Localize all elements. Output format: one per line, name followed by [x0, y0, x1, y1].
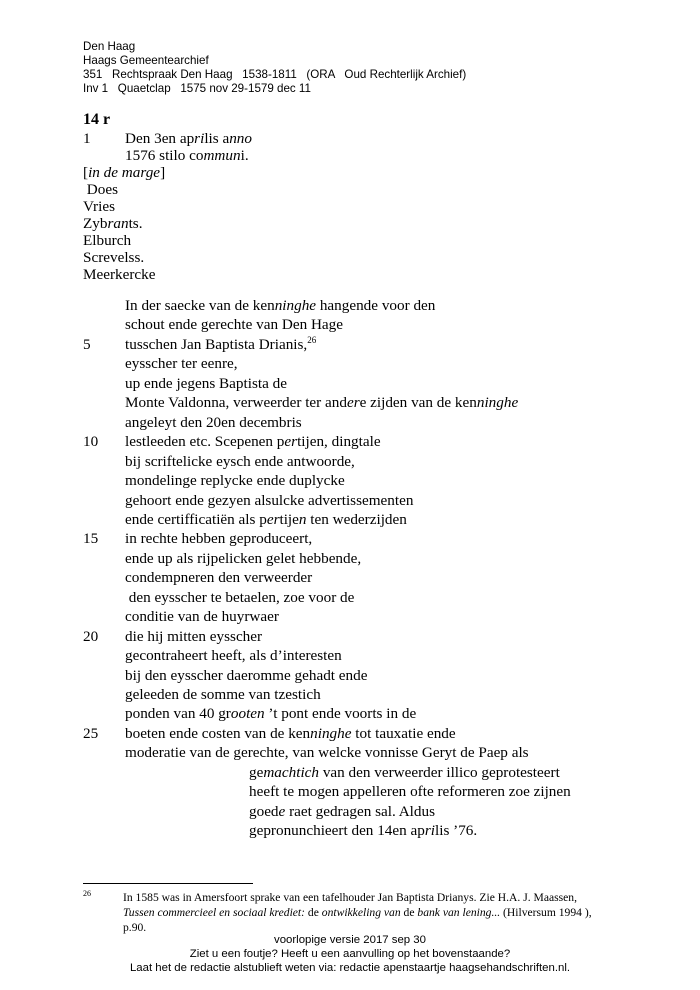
archive-name: Haags Gemeentearchief [83, 54, 209, 67]
transcription-line: condempneren den verweerder [125, 569, 313, 587]
transcription-line: schout ende gerechte van Den Hage [125, 316, 344, 334]
margin-name: Zybrants. [83, 215, 143, 232]
transcription-line: mondelinge replycke ende duplycke [125, 472, 345, 490]
transcription-line: lestleeden etc. Scepenen pertijen, dingtale [125, 433, 381, 451]
line-number: 15 [83, 530, 99, 548]
archive-inventory: Inv 1 Quaetclap 1575 nov 29-1579 dec 11 [83, 82, 311, 95]
folio-number: 14 r [83, 111, 111, 128]
archive-collection: 351 Rechtspraak Den Haag 1538-1811 (ORA Oud Rechterlijk Archief) [83, 68, 467, 81]
line-number: 25 [83, 724, 99, 742]
footnote-line-2: Tussen commercieel en sociaal krediet: de ontwikkeling van de bank van lening... (Hilversum 1994 ), [123, 906, 592, 919]
line-number: 10 [83, 433, 99, 451]
transcription-line: conditie van de huyrwaer [125, 608, 279, 626]
footnote-line-1: In 1585 was in Amersfoort sprake van een tafelhouder Jan Baptista Drianys. Zie H.A. J. Maassen, [123, 891, 577, 904]
date-line-1: Den 3en aprilis anno [125, 130, 252, 147]
transcription-line: tusschen Jan Baptista Drianis,$^{26}$ [125, 334, 317, 353]
transcription-line: den eysscher te betaelen, zoe voor de [125, 588, 355, 606]
feedback-contact: Laat het de redactie alstublieft weten via: redactie apenstaartje haagsehandschriften.nl. [129, 962, 571, 974]
transcription-indented-line: gemachtich van den verweerder illico geprotesteert [249, 763, 560, 781]
feedback-question: Ziet u een foutje? Heeft u een aanvulling op het bovenstaande? [189, 948, 511, 960]
transcription-line: ende certifficatiën als pertijen ten wederzijden [125, 510, 407, 528]
transcription-line: In der saecke van de kenninghe hangende voor den [125, 297, 436, 314]
transcription-line: in rechte hebben geproduceert, [125, 530, 313, 548]
margin-name: Meerkercke [83, 266, 156, 283]
transcription-line: geleeden de somme van tzestich [125, 686, 321, 703]
transcription-line: angeleyt den 20en decembris [125, 413, 302, 431]
transcription-line: eysscher ter eenre, [125, 355, 238, 373]
line-number: 20 [83, 627, 99, 645]
footnote-separator [83, 883, 253, 884]
transcription-line: die hij mitten eysscher [125, 627, 263, 645]
footnote-reference[interactable]: 26 [307, 334, 317, 345]
line-number: 1 [83, 130, 91, 147]
margin-name: Does [83, 181, 119, 198]
transcription-indented-line: heeft te mogen appelleren ofte reformeren zoe zijnen [249, 783, 571, 801]
footnote-line-3: p.90. [123, 921, 147, 934]
transcription-indented-line: gepronunchieert den 14en aprilis ’76. [249, 822, 478, 840]
transcription-line: up ende jegens Baptista de [125, 374, 287, 392]
version-note: voorlopige versie 2017 sep 30 [274, 934, 426, 946]
line-number: 5 [83, 335, 91, 353]
transcription-line: Monte Valdonna, verweerder ter andere zijden van de kenninghe [125, 394, 519, 412]
transcription-line: ponden van 40 grooten ’t pont ende voorts in de [125, 705, 417, 723]
transcription-line: moderatie van de gerechte, van welcke vonnisse Geryt de Paep als [125, 744, 529, 762]
footnote-number: 26 [83, 889, 91, 898]
archive-city: Den Haag [83, 40, 136, 53]
margin-name: Elburch [83, 232, 132, 249]
transcription-line: bij den eysscher daeromme gehadt ende [125, 666, 368, 684]
margin-name: Screvelss. [83, 249, 145, 266]
transcription-line: ende up als rijpelicken gelet hebbende, [125, 549, 362, 567]
date-line-2: 1576 stilo communi. [125, 147, 249, 164]
margin-name: Vries [83, 198, 115, 215]
transcription-line: bij scriftelicke eysch ende antwoorde, [125, 452, 355, 470]
transcription-indented-line: goede raet gedragen sal. Aldus [249, 802, 435, 820]
margin-label: [in de marge] [83, 164, 166, 181]
transcription-line: gecontraheert heeft, als d’interesten [125, 647, 342, 665]
transcription-line: boeten ende costen van de kenninghe tot tauxatie ende [125, 724, 456, 742]
transcription-line: gehoort ende gezyen alsulcke advertissementen [125, 491, 414, 509]
